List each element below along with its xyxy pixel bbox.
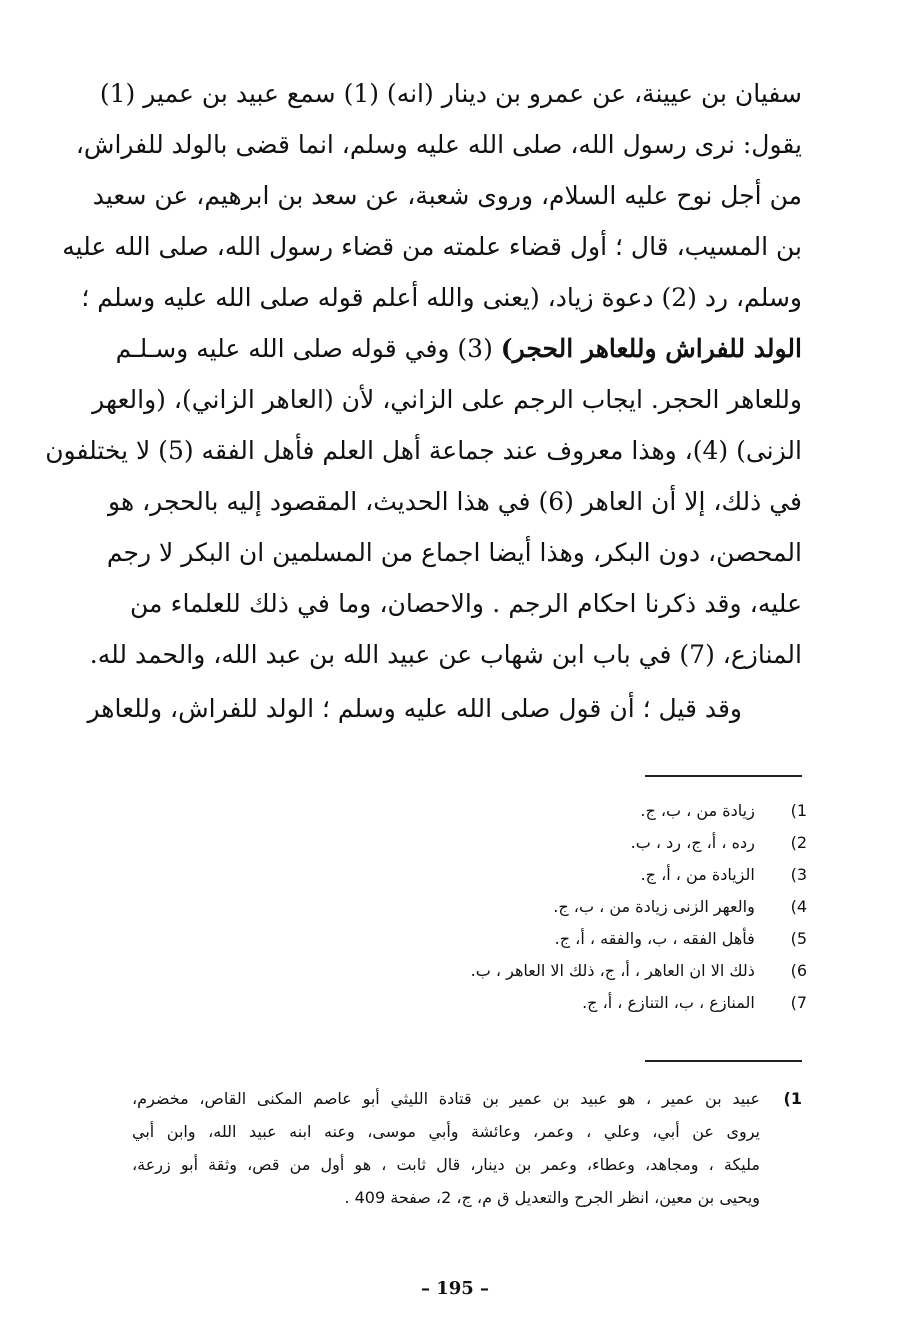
footnote-number: 6)	[790, 961, 807, 980]
footnote-text: الزيادة من ، أ، ج.	[640, 865, 755, 884]
footnote-text: فأهل الفقه ، ب، والفقه ، أ، ج.	[554, 929, 755, 948]
footnote-text: رده ، أ، ج، رد ، ب.	[630, 833, 755, 852]
second-paragraph: وقد قيل ؛ أن قول صلى الله عليه وسلم ؛ الولد للفراش، وللعاهر	[87, 694, 742, 723]
bio-text: ويحيى بن معين، انظر الجرح والتعديل ق م، ج، 2، صفحة 409 .	[344, 1188, 760, 1207]
bio-line	[130, 1181, 802, 1214]
footnote-number: 1)	[790, 801, 807, 820]
footnote-number: 4)	[790, 897, 807, 916]
text-line-hadith	[115, 323, 802, 374]
footnote-item	[347, 795, 807, 827]
text-line: وسلم، رد (2) دعوة زياد، (يعنى والله أعلم قوله صلى الله عليه وسلم ؛	[81, 283, 802, 312]
bio-line	[130, 1082, 802, 1115]
text-line: بن المسيب، قال ؛ أول قضاء علمته من قضاء رسول الله، صلى الله عليه	[62, 232, 802, 261]
text-line: سفيان بن عيينة، عن عمرو بن دينار (انه) (1) سمع عبيد بن عمير (1)	[99, 79, 802, 108]
bio-text: يروى عن أبي، وعلي ، وعمر، وعائشة وأبي موسى، وعنه ابنه عبيد الله، وابن أبي	[132, 1122, 760, 1141]
bio-number: 1)	[783, 1089, 802, 1108]
footnote-item	[347, 923, 807, 955]
text-span: (3) وفي قوله صلى الله عليه وسـلـم	[115, 334, 501, 363]
hadith-quote: الولد للفراش وللعاهر الحجر)	[500, 334, 802, 363]
bio-line	[130, 1148, 802, 1181]
bio-text: عبيد بن عمير ، هو عبيد بن عمير بن قتادة الليثي أبو عاصم المكنى القاص، مخضرم،	[132, 1089, 760, 1108]
footnote-item	[347, 891, 807, 923]
text-line: المنازع، (7) في باب ابن شهاب عن عبيد الله بن عبد الله، والحمد لله.	[89, 640, 802, 669]
footnote-text: والعهر الزنى زيادة من ، ب، ج.	[553, 897, 755, 916]
footnote-number: 5)	[790, 929, 807, 948]
variant-footnotes	[347, 795, 807, 1019]
footnote-number: 7)	[790, 993, 807, 1012]
footnote-divider	[645, 775, 802, 777]
footnote-number: 3)	[790, 865, 807, 884]
text-line: يقول: نرى رسول الله، صلى الله عليه وسلم، انما قضى بالولد للفراش،	[75, 130, 802, 159]
bio-text: مليكة ، ومجاهد، وعطاء، وعمر بن دينار، قال ثابت ، هو أول من قص، وثقة أبو زرعة،	[132, 1155, 760, 1174]
bio-line	[130, 1115, 802, 1148]
footnote-item	[347, 987, 807, 1019]
footnote-text: المنازع ، ب، التنازع ، أ، ج.	[582, 993, 755, 1012]
text-line: المحصن، دون البكر، وهذا أيضا اجماع من المسلمين ان البكر لا رجم	[106, 538, 802, 567]
footnote-text: ذلك الا ان العاهر ، أ، ج، ذلك الا العاهر ، ب.	[470, 961, 755, 980]
footnote-item	[347, 827, 807, 859]
main-text-block	[45, 68, 802, 680]
footnote-item	[347, 859, 807, 891]
biography-divider	[645, 1060, 802, 1062]
page-number: – 195 –	[420, 1278, 490, 1299]
footnote-number: 2)	[790, 833, 807, 852]
text-line: الزنى) (4)، وهذا معروف عند جماعة أهل العلم فأهل الفقه (5) لا يختلفون	[45, 436, 802, 465]
text-line: عليه، وقد ذكرنا احكام الرجم . والاحصان، وما في ذلك للعلماء من	[130, 589, 802, 618]
text-line: من أجل نوح عليه السلام، وروى شعبة، عن سعد بن ابرهيم، عن سعيد	[92, 181, 802, 210]
footnote-item	[347, 955, 807, 987]
biography-note	[130, 1082, 802, 1214]
text-line: وللعاهر الحجر. ايجاب الرجم على الزاني، لأن (العاهر الزاني)، (والعهر	[92, 385, 802, 414]
footnote-text: زيادة من ، ب، ج.	[640, 801, 755, 820]
text-line: في ذلك، إلا أن العاهر (6) في هذا الحديث، المقصود إليه بالحجر، هو	[108, 487, 802, 516]
